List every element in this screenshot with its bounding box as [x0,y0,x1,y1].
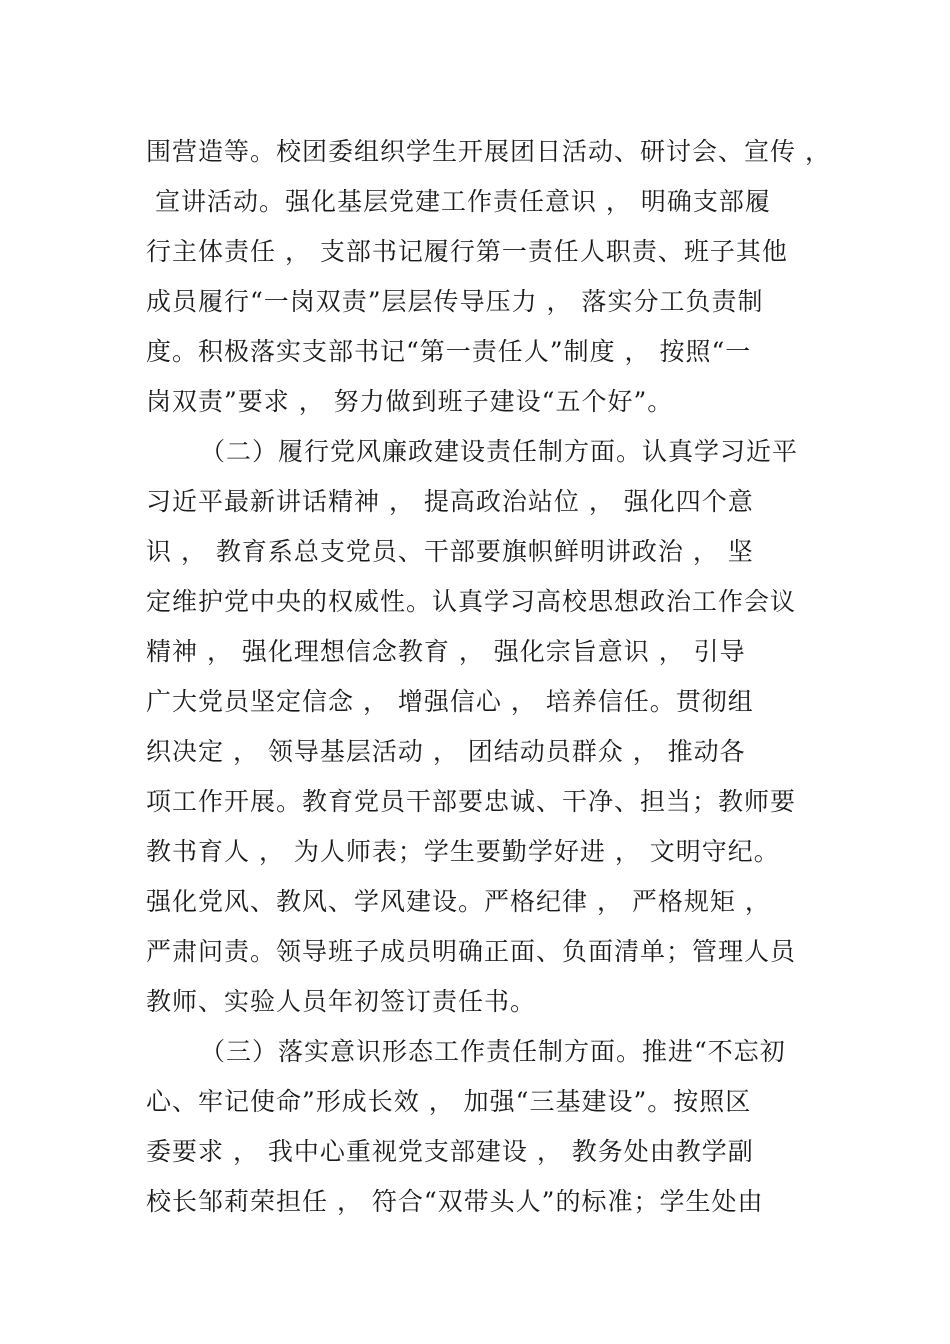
text-line: 校长邹莉荣担任 ， 符合“双带头人”的标准；学生处由 [146,1187,764,1216]
section-heading-line: （二）履行党风廉政建设责任制方面。认真学习近平 [200,437,799,466]
section-heading-line: （三）落实意识形态工作责任制方面。推进“不忘初 [200,1037,786,1066]
text-line: 岗双责”要求 ， 努力做到班子建设“五个好”。 [146,387,674,416]
text-line: 度。积极落实支部书记“第一责任人”制度 ， 按照“一 [146,337,752,366]
text-line: 心、牢记使命”形成长效 ， 加强“三基建设”。按照区 [146,1087,752,1116]
text-line: 强化党风、教风、学风建设。严格纪律 ， 严格规矩 ， [146,887,771,916]
text-line: 习近平最新讲话精神 ， 提高政治站位 ， 强化四个意 [146,487,754,516]
text-line: 行主体责任 ， 支部书记履行第一责任人职责、班子其他 [146,237,788,266]
text-line: 广大党员坚定信念 ， 增强信心 ， 培养信任。贯彻组 [146,687,754,716]
text-line: 项工作开展。教育党员干部要忠诚、干净、担当；教师要 [146,787,797,816]
text-line: 委要求 ， 我中心重视党支部建设 ， 教务处由教学副 [146,1137,754,1166]
text-line: 宣讲活动。强化基层党建工作责任意识 ， 明确支部履 [146,187,771,216]
text-line: 严肃问责。领导班子成员明确正面、负面清单；管理人员 [146,937,797,966]
text-line: 识 ， 教育系总支党员、干部要旗帜鲜明讲政治 ， 坚 [146,537,754,566]
text-line: 织决定 ， 领导基层活动 ， 团结动员群众 ， 推动各 [146,737,746,766]
text-line: 精神 ， 强化理想信念教育 ， 强化宗旨意识 ， 引导 [146,637,746,666]
text-line: 教书育人 ， 为人师表；学生要勤学好进 ， 文明守纪。 [146,837,780,866]
text-line: 定维护党中央的权威性。认真学习高校思想政治工作会议 [146,587,797,616]
text-line: 围营造等。校团委组织学生开展团日活动、研讨会、宣传 ， [146,137,831,166]
text-line: 教师、实验人员年初签订责任书。 [146,987,537,1016]
text-line: 成员履行“一岗双责”层层传导压力 ， 落实分工负责制 [146,287,764,316]
